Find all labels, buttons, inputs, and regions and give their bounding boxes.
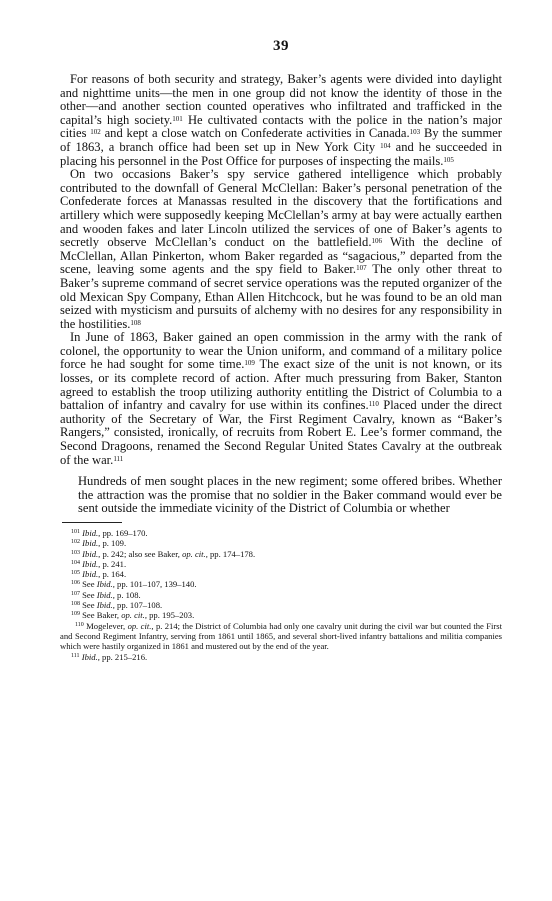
footnote-number: 107 — [71, 590, 80, 597]
footnote-number: 103 — [71, 549, 80, 556]
paragraph: On two occasions Baker’s spy service gathered intelligence which probably contributed to the downfall of General McClellan: Baker’s personal penetration of the Confederate forces at Manassas resulted in the discovery that the fortifications and artillery which were supposedly keeping McClellan’s army at bay were actually earthen and wooden fakes and later Lincoln utilized the services of one of Baker’s agents to secretly observe McClellan’s conduct on the battlefield.$^{106}$ With the decline of McClellan, Allan Pinkerton, whom Baker regarded as “sagacious,” departed from the scene, leaving some agents and the spy field to Baker.$^{107}$ The only other threat to Baker’s supreme command of secret service operations was the reputed organizer of the old Mexican Spy Company, Ethan Allen Hitchcock, but he was found to be an old man seized with mysticism and pursuits of alchemy with no desires for any responsibility in the hostilities.$^{108}$ — [60, 167, 503, 331]
footnote-number: 106 — [71, 580, 80, 587]
block-quote: Hundreds of men sought places in the new regiment; some offered bribes. Whether the attraction was the promise that no soldier in the Baker command would ever be sent outside the immediate vicinity of the District of Columbia or whether — [78, 474, 502, 516]
footnote-reference: 105 — [443, 155, 454, 164]
footnote-reference: 108 — [130, 318, 141, 327]
paragraph: In June of 1863, Baker gained an open commission in the army with the rank of colonel, the opportunity to wear the Union uniform, and command of a military police force he had sought for some time.$^{109}$ The exact size of the unit is not known, or its losses, or its complete record of action. After much pressuring from Baker, Stanton agreed to establish the troop utilizing authority entitling the District of Columbia to a battalion of infantry and cavalry for use within its confines.$^{110}$ Placed under the direct authority of the Secretary of War, the First Regiment Cavalry, known as “Baker’s Rangers,” consisted, ironically, of recruits from Robert E. Lee’s former command, the Second Dragoons, renamed the Second Regular United States Cavalry at the outbreak of the war.$^{111}$ — [60, 330, 502, 467]
footnote-reference: 109 — [244, 359, 255, 368]
footnote-reference: 103 — [409, 128, 421, 137]
document-page — [60, 38, 502, 662]
footnotes — [60, 528, 502, 662]
footnote-number: 109 — [71, 611, 80, 618]
italic-citation: Ibid. — [82, 538, 99, 549]
footnote: $^{105}$ Ibid., p. 164. — [71, 569, 127, 580]
italic-citation: Ibid. — [82, 558, 99, 569]
footnote: $^{106}$ See Ibid., pp. 101–107, 139–140. — [71, 579, 197, 590]
footnote-number: 104 — [71, 559, 80, 566]
italic-citation: Ibid. — [82, 548, 99, 559]
italic-citation: Ibid. — [96, 579, 113, 590]
footnote-number: 102 — [71, 539, 80, 546]
footnote: $^{107}$ See Ibid., p. 108. — [71, 589, 141, 600]
paragraph: For reasons of both security and strategy, Baker’s agents were divided into daylight and nighttime units—the men in one group did not know the identity of those in the other—and another section counted operatives who infiltrated and trafficked in the capital’s high society.$^{101}$ He cultivated contacts with the police in the nation’s major cities $^{102}$ and kept a close watch on Confederate activities in Canada.$^{103}$ By the summer of 1863, a branch office had been set up in New York City $^{104}$ and he succeeded in placing his personnel in the Post Office for purposes of inspecting the mails.$^{105}$ — [60, 72, 503, 168]
footnote: $^{104}$ Ibid., p. 241. — [71, 558, 127, 569]
italic-citation: op. cit. — [121, 610, 145, 621]
footnote-reference: 110 — [368, 400, 379, 409]
italic-citation: Ibid. — [96, 589, 113, 600]
footnote-number: 110 — [75, 621, 84, 628]
footnote: $^{109}$ See Baker, op. cit., pp. 195–203. — [71, 610, 195, 621]
italic-citation: Ibid. — [96, 600, 113, 611]
footnote: $^{110}$ Mogelever, op. cit., p. 214; the District of Columbia had only one cavalry unit during the civil war but counted the First and Second Regiment Infantry, serving from 1861 until 1865, and several short-lived infantry battalions and militia companies which were hastily organized in 1861 and mustered out by the end of the year. — [60, 620, 502, 652]
footnote: $^{103}$ Ibid., p. 242; also see Baker, op. cit., pp. 174–178. — [71, 548, 256, 559]
page-number: 39 — [273, 38, 289, 54]
footnote: $^{101}$ Ibid., pp. 169–170. — [71, 528, 148, 538]
footnote-reference: 106 — [371, 237, 382, 246]
italic-citation: op. cit. — [127, 620, 152, 631]
footnote: $^{108}$ See Ibid., pp. 107–108. — [71, 600, 163, 611]
footnote: $^{102}$ Ibid., p. 109. — [71, 538, 127, 549]
body-text — [60, 73, 502, 467]
italic-citation: op. cit. — [182, 548, 206, 559]
footnote-reference: 107 — [356, 264, 367, 273]
footnote-reference: 101 — [172, 114, 183, 123]
footnote-number: 105 — [71, 570, 80, 577]
footnote-reference: 104 — [380, 141, 391, 150]
italic-citation: Ibid. — [82, 528, 99, 538]
italic-citation: Ibid. — [82, 569, 99, 580]
footnote-divider — [62, 522, 122, 523]
footnote-reference: 102 — [90, 128, 101, 137]
italic-citation: Ibid. — [81, 651, 98, 662]
footnote-number: 101 — [71, 529, 80, 535]
footnote-number: 111 — [71, 652, 80, 659]
footnote-reference: 111 — [113, 454, 124, 463]
footnote: $^{111}$ Ibid., pp. 215–216. — [71, 651, 148, 662]
footnote-number: 108 — [71, 601, 80, 608]
